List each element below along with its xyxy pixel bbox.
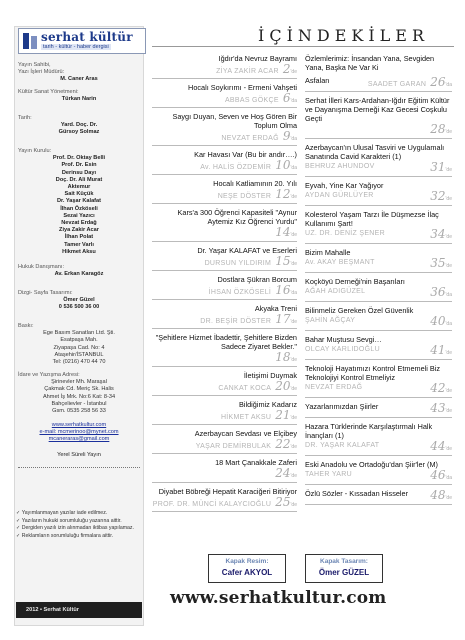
address-line: Bahçelievler - İstanbul bbox=[51, 400, 107, 407]
board-member: Sait Küçük bbox=[64, 191, 94, 198]
legal-name: Av. Erkan Karagöz bbox=[54, 271, 104, 278]
address-line: Çakmak Cd. Meriç Sk. Halis bbox=[44, 386, 114, 393]
toc-entry[interactable] bbox=[152, 400, 297, 425]
toc-entry[interactable] bbox=[305, 402, 452, 418]
entry-suffix: 'de bbox=[445, 495, 452, 501]
entry-meta bbox=[152, 313, 297, 329]
entry-author: DR. BEŞİR DÖSTER bbox=[200, 318, 272, 325]
website-banner[interactable]: www.serhatkultur.com bbox=[170, 588, 387, 608]
email-link-2[interactable]: mcaneraras@gmail.com bbox=[48, 436, 110, 443]
entry-meta bbox=[305, 286, 452, 302]
entry-title: Eski Anadolu ve Ortadoğu'dan Şiir'ler (M) bbox=[305, 460, 438, 469]
entry-author: AYDAN GÜRLÜYER bbox=[305, 192, 374, 199]
toc-entry[interactable] bbox=[152, 150, 297, 175]
entry-suffix: 'da bbox=[290, 98, 297, 104]
masthead-contact bbox=[18, 422, 140, 444]
entry-meta bbox=[152, 467, 297, 483]
toc-entry[interactable] bbox=[152, 304, 297, 329]
toc-entry[interactable] bbox=[305, 210, 452, 244]
entry-page: 15 bbox=[275, 254, 291, 268]
entry-author: PROF. DR. MÜNCİ KALAYCIOĞLU bbox=[152, 501, 272, 508]
entry-title: Hocalı Katliamının 20. Yılı bbox=[213, 179, 297, 188]
page-title: İÇİNDEKİLER bbox=[258, 26, 430, 45]
toc-entry[interactable] bbox=[152, 83, 297, 108]
entry-title: Kolesterol Yaşam Tarzı İle Düşmezse İlaç Kullanımı Şart! bbox=[305, 210, 439, 228]
entry-meta bbox=[305, 440, 452, 456]
entry-page: 22 bbox=[275, 437, 291, 451]
entry-page: 41 bbox=[430, 343, 446, 357]
entry-suffix: 'de bbox=[445, 234, 452, 240]
advisory-name: Türkan Narin bbox=[61, 96, 97, 103]
entry-author: AĞAH ADIGÜZEL bbox=[305, 288, 366, 295]
entry-meta bbox=[152, 159, 297, 175]
toc-entry[interactable] bbox=[152, 208, 297, 242]
entry-author: CANKAT KOCA bbox=[218, 385, 272, 392]
entry-author: DR. YAŞAR KALAFAT bbox=[305, 442, 380, 449]
entry-page: 40 bbox=[430, 314, 446, 328]
history-label: Tarih: bbox=[18, 115, 32, 121]
entry-title: Iğdır'da Nevruz Bayramı bbox=[218, 54, 297, 63]
entry-suffix: 'de bbox=[290, 261, 297, 267]
toc-entry[interactable] bbox=[305, 76, 452, 92]
entry-title: Özlemlerimiz: İnsandan Yana, Sevgiden Yana, Başka Ne Var Ki bbox=[305, 54, 435, 72]
entry-suffix: 'da bbox=[290, 290, 297, 296]
email-label: e-mail: bbox=[39, 429, 57, 436]
note-item: ✓ Reklamların sorumluluğu firmalara aittir. bbox=[16, 532, 114, 539]
logo-name: serhat kültür bbox=[41, 30, 133, 44]
entry-suffix: 'de bbox=[445, 167, 452, 173]
entry-meta bbox=[305, 489, 452, 505]
entry-title: Özlü Sözler - Kıssadan Hisseler bbox=[305, 489, 409, 498]
entry-suffix: 'de bbox=[445, 446, 452, 452]
credit-label: Kapak Tasarım: bbox=[320, 558, 368, 565]
entry-page: 6 bbox=[282, 91, 291, 105]
entry-page: 46 bbox=[430, 468, 446, 482]
entry-suffix: 'de bbox=[445, 350, 452, 356]
board-member: Prof. Dr. Esin bbox=[61, 162, 97, 169]
entry-meta bbox=[152, 255, 297, 271]
website-link[interactable]: www.serhatkultur.com bbox=[51, 422, 107, 428]
entry-suffix: 'da bbox=[445, 82, 452, 88]
entry-title: Azerbaycan'ın Ulusal Tasviri ve Uygulamalı Sanatında Cavid Karakteri (1) bbox=[305, 143, 445, 161]
print-line: Esatpaşa Mah. bbox=[60, 337, 98, 344]
entry-author: SAADET GARAN bbox=[367, 81, 427, 88]
entry-suffix: 'de bbox=[445, 196, 452, 202]
entry-suffix: 'de bbox=[290, 386, 297, 392]
entry-title: Kar Havası Var (Bu bir andır….) bbox=[194, 150, 297, 159]
print-line: Tel: (0216) 470 44 70 bbox=[52, 359, 106, 366]
toc-entry[interactable] bbox=[152, 371, 297, 396]
toc-entry[interactable] bbox=[152, 429, 297, 454]
entry-meta bbox=[152, 63, 297, 79]
toc-entry[interactable] bbox=[152, 275, 297, 300]
entry-author: OLCAY KARLIDOĞLU bbox=[305, 346, 380, 353]
entry-page: 42 bbox=[430, 381, 446, 395]
entry-suffix: 'de bbox=[445, 408, 452, 414]
entry-page: 18 bbox=[275, 350, 291, 364]
board-member: İlhan Özköseli bbox=[60, 205, 98, 212]
frequency-text: Yerel Süreli Yayın bbox=[57, 452, 101, 458]
history-line: Yard. Doç. Dr. bbox=[60, 122, 98, 129]
entry-page: 26 bbox=[430, 75, 446, 89]
entry-meta bbox=[152, 130, 297, 146]
toc-entry[interactable] bbox=[152, 333, 297, 367]
print-line: Ataşehir/İSTANBUL bbox=[54, 351, 104, 358]
entry-suffix: 'da bbox=[290, 136, 297, 142]
entry-page: 36 bbox=[430, 285, 446, 299]
advisory-label: Kültür Sanat Yönetmeni: bbox=[18, 89, 79, 95]
entry-title: Bahar Muştusu Sevgi… bbox=[305, 335, 382, 344]
entry-page: 32 bbox=[430, 189, 446, 203]
toc-entry[interactable] bbox=[152, 458, 297, 483]
logo-tagline: tarih - kültür - haber dergisi bbox=[43, 44, 109, 50]
title-divider bbox=[152, 46, 454, 47]
entry-meta bbox=[152, 438, 297, 454]
design-name: Ömer Güzel bbox=[63, 297, 95, 304]
entry-meta bbox=[152, 496, 297, 512]
entry-meta bbox=[152, 92, 297, 108]
toc-entry[interactable] bbox=[305, 335, 452, 360]
toc-entry[interactable] bbox=[305, 364, 452, 398]
toc-entry[interactable] bbox=[152, 487, 297, 512]
entry-page: 35 bbox=[430, 256, 446, 270]
entry-title: Yazarlarımızdan Şiirler bbox=[305, 402, 379, 411]
entry-suffix: 'de bbox=[290, 473, 297, 479]
sidebar-footer: 2012 • Serhat Kültür bbox=[16, 602, 142, 618]
entry-page: 16 bbox=[275, 283, 291, 297]
masthead-advisory bbox=[18, 89, 140, 103]
entry-author: TAHER YARU bbox=[305, 471, 352, 478]
entry-title: 18 Mart Çanakkale Zaferi bbox=[215, 458, 297, 467]
entry-meta bbox=[305, 315, 452, 331]
toc-entry[interactable] bbox=[305, 460, 452, 485]
entry-title: Asfalan bbox=[305, 76, 330, 85]
print-label: Baskı: bbox=[18, 323, 34, 329]
entry-page: 28 bbox=[430, 122, 446, 136]
board-member: Sezai Yazıcı bbox=[63, 212, 95, 219]
entry-meta bbox=[152, 226, 297, 242]
entry-suffix: 'de bbox=[290, 319, 297, 325]
address-label: İdare ve Yazışma Adresi: bbox=[18, 372, 80, 378]
entry-title: "Şehitlere Hizmet İbadettir, Şehitlere Bizden Sadece Ziyaret Bekler." bbox=[155, 333, 297, 351]
toc-right-column bbox=[305, 54, 452, 509]
history-line: Gürsoy Solmaz bbox=[58, 129, 100, 136]
masthead-address bbox=[18, 372, 140, 415]
entry-suffix: 'de bbox=[445, 129, 452, 135]
entry-page: 25 bbox=[275, 495, 291, 509]
note-item: ✓ Yazıların hukuki sorumluluğu yazarına aittir. bbox=[16, 517, 122, 524]
entry-author: Av. HALİS ÖZDEMİR bbox=[200, 164, 272, 171]
entry-title: Teknoloji Hayatımızı Kontrol Etmemeli Biz Teknolojiyi Kontrol Etmeliyiz bbox=[305, 364, 441, 382]
entry-meta bbox=[152, 351, 297, 367]
entry-page: 14 bbox=[275, 225, 291, 239]
toc-entry[interactable] bbox=[152, 179, 297, 204]
entry-suffix: 'da bbox=[290, 165, 297, 171]
print-line: Ziyapaşa Cad. No: 4 bbox=[53, 344, 105, 351]
entry-suffix: 'de bbox=[445, 388, 452, 394]
board-member: Tamer Varlı bbox=[64, 241, 94, 248]
entry-author: BEHRUZ AHUNDOV bbox=[305, 163, 375, 170]
entry-suffix: 'da bbox=[445, 321, 452, 327]
entry-suffix: 'de bbox=[290, 415, 297, 421]
entry-meta bbox=[152, 409, 297, 425]
entry-meta bbox=[305, 469, 452, 485]
entry-meta bbox=[152, 188, 297, 204]
credit-label: Kapak Resim: bbox=[225, 558, 269, 565]
board-member: Derinsu Dayı bbox=[61, 169, 97, 176]
entry-title: Bizim Mahalle bbox=[305, 248, 351, 257]
board-member: Nevzat Erdağ bbox=[61, 220, 97, 227]
toc-entry[interactable] bbox=[305, 181, 452, 206]
board-member: Ziya Zakir Acar bbox=[59, 227, 99, 234]
toc-entry[interactable] bbox=[305, 306, 452, 331]
entry-suffix: 'de bbox=[290, 194, 297, 200]
entry-page: 31 bbox=[430, 160, 446, 174]
board-member: Doç. Dr. Ali Murat bbox=[55, 176, 103, 183]
toc-entry[interactable] bbox=[305, 143, 452, 177]
entry-meta bbox=[152, 380, 297, 396]
board-member: Dr. Yaşar Kalafat bbox=[56, 198, 102, 205]
entry-author: DURSUN YILDIRIM bbox=[204, 260, 272, 267]
entry-page: 44 bbox=[430, 439, 446, 453]
legal-label: Hukuk Danışmanı: bbox=[18, 264, 65, 270]
entry-author: UZ. DR. DENİZ ŞENER bbox=[305, 230, 385, 237]
email-address: mcmerinoo@mynet.com bbox=[57, 429, 119, 436]
entry-meta bbox=[305, 123, 452, 139]
entry-title: İletişimi Duymak bbox=[243, 371, 297, 380]
editorial-notes bbox=[16, 510, 140, 540]
masthead-frequency bbox=[18, 452, 140, 471]
toc-entry[interactable] bbox=[305, 277, 452, 302]
note-item: ✓ Dergiden yazılı izin alınmadan iktibas yapılamaz. bbox=[16, 525, 134, 532]
entry-author: ZİYA ZAKİR ACAR bbox=[216, 68, 279, 75]
entry-suffix: 'de bbox=[290, 444, 297, 450]
entry-title: Hazara Türklerinde Karşılaştırmalı Halk İnançları (1) bbox=[305, 422, 433, 440]
note-item: ✓ Yayımlanmayan yazılar iade edilmez. bbox=[16, 510, 108, 516]
board-member: İlhan Polat bbox=[64, 234, 94, 241]
entry-suffix: 'da bbox=[445, 292, 452, 298]
entry-title: Akyaka Treni bbox=[254, 304, 297, 313]
credit-value: Ömer GÜZEL bbox=[318, 568, 370, 577]
entry-meta bbox=[305, 190, 452, 206]
entry-title: Azerbaycan Sevdası ve Elçibey bbox=[194, 429, 297, 438]
entry-meta bbox=[305, 228, 452, 244]
entry-title: Kars'a 300 Öğrenci Kapasiteli "Aynur Aytemiz Kız Öğrenci Yurdu" bbox=[177, 208, 297, 226]
entry-author: ABBAS GÖKÇE bbox=[224, 97, 279, 104]
entry-page: 17 bbox=[275, 312, 291, 326]
design-phone: 0 536 500 36 00 bbox=[58, 304, 100, 311]
magazine-logo bbox=[18, 28, 146, 54]
entry-page: 24 bbox=[275, 466, 291, 480]
masthead-legal bbox=[18, 264, 140, 278]
masthead-owner bbox=[18, 62, 140, 84]
entry-title: Dostlara Şükran Borcum bbox=[217, 275, 297, 284]
owner-label: Yayın Sahibi, bbox=[18, 62, 51, 68]
owner-name: M. Caner Aras bbox=[60, 76, 98, 83]
toc-entry[interactable] bbox=[152, 246, 297, 271]
entry-author: YAŞAR DEMİRBULAK bbox=[195, 443, 272, 450]
logo-emblem-icon bbox=[22, 32, 38, 50]
entry-page: 21 bbox=[275, 408, 291, 422]
entry-meta bbox=[305, 161, 452, 177]
board-label: Yayın Kurulu: bbox=[18, 148, 52, 154]
entry-author: NEVZAT ERDAĞ bbox=[221, 135, 279, 142]
credit-value: Cafer AKYOL bbox=[221, 568, 273, 577]
masthead-board bbox=[18, 148, 140, 256]
board-member: Hikmet Aksu bbox=[62, 248, 96, 255]
entry-title: Eyvah, Yine Kar Yağıyor bbox=[305, 181, 384, 190]
entry-author: NEŞE DÖSTER bbox=[217, 193, 272, 200]
entry-suffix: 'de bbox=[445, 263, 452, 269]
toc-entry[interactable] bbox=[305, 489, 452, 505]
entry-suffix: 'de bbox=[290, 69, 297, 75]
entry-page: 9 bbox=[282, 129, 291, 143]
toc-entry[interactable] bbox=[305, 54, 452, 72]
board-member: Aktemur bbox=[67, 184, 91, 191]
entry-meta bbox=[305, 382, 452, 398]
manager-label: Yazı İşleri Müdürü: bbox=[18, 69, 65, 76]
board-member: Prof. Dr. Oktay Belli bbox=[52, 155, 106, 162]
entry-meta bbox=[305, 344, 452, 360]
entry-title: Bilinmeliz Gereken Özel Güvenlik bbox=[305, 306, 414, 315]
toc-entry[interactable] bbox=[305, 248, 452, 273]
entry-page: 20 bbox=[275, 379, 291, 393]
address-line: Ahmet İş Mrk. No:6 Kat: 8-34 bbox=[42, 393, 116, 400]
toc-entry[interactable] bbox=[152, 54, 297, 79]
entry-suffix: 'da bbox=[445, 475, 452, 481]
print-line: Ege Basım Sanatları Ltd. Şti. bbox=[43, 330, 115, 337]
entry-page: 10 bbox=[275, 158, 291, 172]
entry-page: 43 bbox=[430, 401, 446, 415]
masthead-print bbox=[18, 323, 140, 366]
address-line: Gsm. 0535 258 56 33 bbox=[52, 408, 106, 415]
masthead-history bbox=[18, 115, 140, 137]
entry-suffix: 'de bbox=[290, 357, 297, 363]
entry-page: 48 bbox=[430, 488, 446, 502]
entry-title: Saygı Duyan, Seven ve Hoş Gören Bir Toplum Olma bbox=[172, 112, 297, 130]
toc-entry[interactable] bbox=[152, 112, 297, 146]
entry-title: Dr. Yaşar KALAFAT ve Eserleri bbox=[197, 246, 297, 255]
toc-entry[interactable] bbox=[305, 422, 452, 456]
entry-title: Serhat İlleri Kars-Ardahan-Iğdır Eğitim Kültür ve Dayanışma Derneği Kaz Gecesi Coşkulu Geçti bbox=[305, 96, 450, 123]
entry-page: 12 bbox=[275, 187, 291, 201]
entry-title: Bildiğimiz Kadarız bbox=[239, 400, 297, 409]
entry-title: Hocalı Soykırımı - Ermeni Vahşeti bbox=[188, 83, 297, 92]
divider bbox=[18, 467, 140, 468]
entry-suffix: 'de bbox=[290, 232, 297, 238]
entry-author: Av. AKAY BEŞMANT bbox=[305, 259, 375, 266]
entry-author: ŞAHİN AĞÇAY bbox=[305, 317, 356, 324]
entry-author: HİKMET AKSU bbox=[220, 414, 272, 421]
entry-suffix: 'de bbox=[290, 502, 297, 508]
email-link[interactable] bbox=[18, 429, 140, 436]
entry-author: NEVZAT ERDAĞ bbox=[305, 384, 363, 391]
design-label: Dizgi- Sayfa Tasarımı: bbox=[18, 290, 73, 296]
cover-design-credit bbox=[305, 554, 383, 583]
entry-meta bbox=[305, 76, 452, 92]
entry-meta bbox=[152, 284, 297, 300]
entry-page: 2 bbox=[282, 62, 291, 76]
toc-middle-column bbox=[152, 54, 297, 516]
entry-title: Diyabet Böbreği Hepatit Karaciğeri Bitiriyor bbox=[158, 487, 297, 496]
address-line: Şirinevler Mh. Maraşal bbox=[51, 379, 107, 386]
entry-meta bbox=[305, 257, 452, 273]
entry-page: 34 bbox=[430, 227, 446, 241]
masthead-design bbox=[18, 290, 140, 312]
entry-meta bbox=[305, 402, 452, 418]
entry-title: Koçköyü Derneği'nin Başarıları bbox=[305, 277, 405, 286]
toc-entry[interactable] bbox=[305, 96, 452, 139]
cover-image-credit bbox=[208, 554, 286, 583]
entry-author: İHSAN ÖZKÖSELİ bbox=[208, 289, 272, 296]
